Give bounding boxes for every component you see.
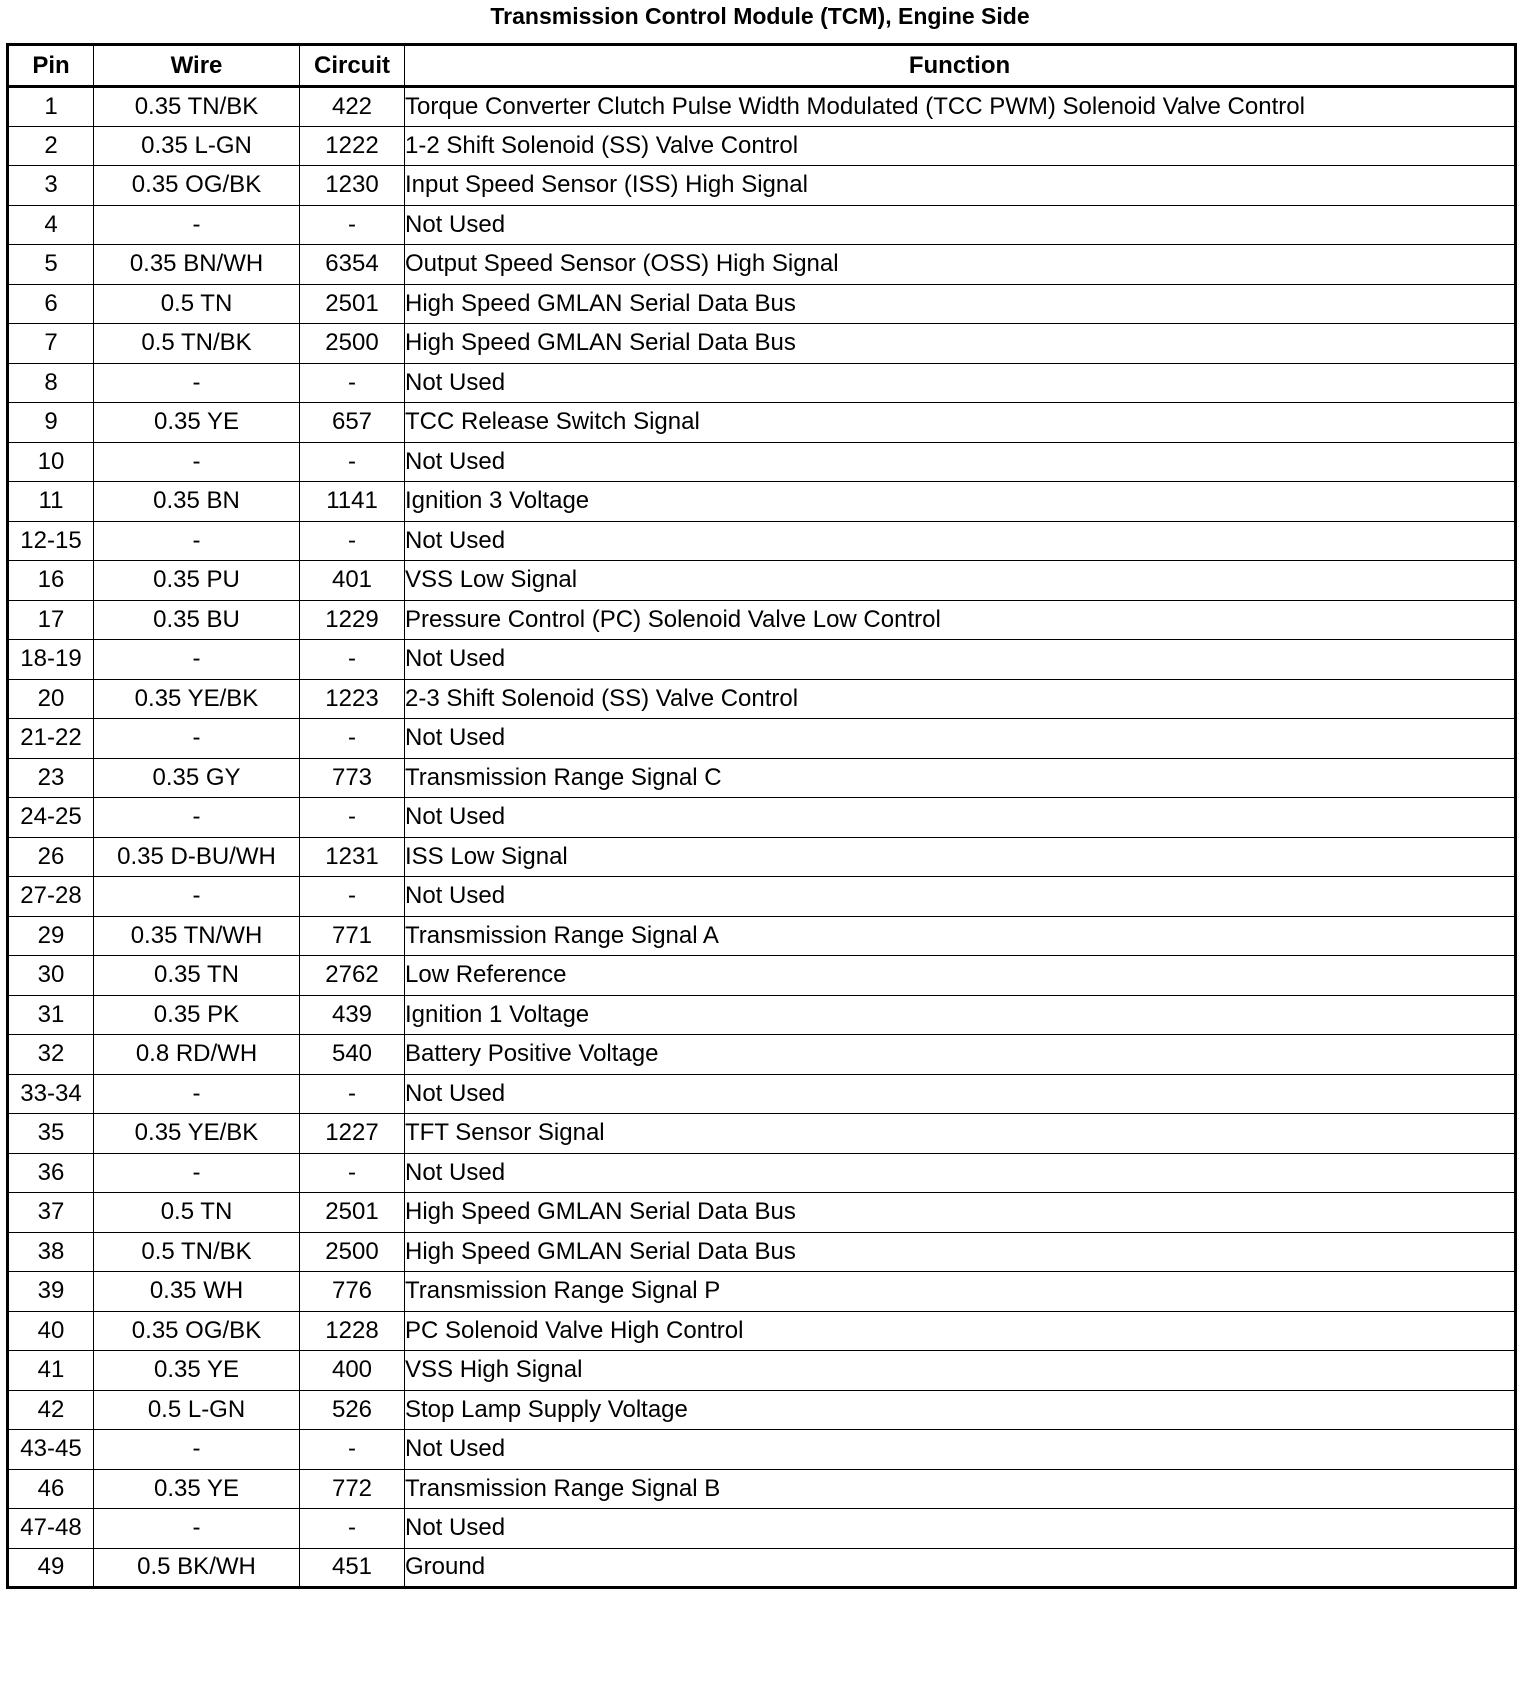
- cell-function: VSS High Signal: [405, 1351, 1516, 1391]
- cell-pin: 47-48: [8, 1509, 94, 1549]
- table-row: [8, 245, 1516, 285]
- cell-circuit: 1231: [300, 837, 405, 877]
- cell-wire: 0.5 TN/BK: [94, 1232, 300, 1272]
- table-row: [8, 87, 1516, 127]
- cell-wire: 0.35 TN/WH: [94, 916, 300, 956]
- cell-circuit: -: [300, 205, 405, 245]
- cell-function: Stop Lamp Supply Voltage: [405, 1390, 1516, 1430]
- cell-wire: 0.35 OG/BK: [94, 166, 300, 206]
- cell-circuit: 2762: [300, 956, 405, 996]
- cell-pin: 36: [8, 1153, 94, 1193]
- cell-pin: 1: [8, 87, 94, 127]
- table-row: [8, 126, 1516, 166]
- cell-circuit: 1141: [300, 482, 405, 522]
- cell-pin: 32: [8, 1035, 94, 1075]
- cell-function: Pressure Control (PC) Solenoid Valve Low Control: [405, 600, 1516, 640]
- cell-function: VSS Low Signal: [405, 561, 1516, 601]
- cell-wire: 0.5 L-GN: [94, 1390, 300, 1430]
- cell-function: Ignition 3 Voltage: [405, 482, 1516, 522]
- cell-wire: 0.5 TN: [94, 1193, 300, 1233]
- cell-circuit: 451: [300, 1548, 405, 1588]
- cell-wire: 0.35 YE: [94, 403, 300, 443]
- cell-wire: 0.35 PU: [94, 561, 300, 601]
- cell-function: Input Speed Sensor (ISS) High Signal: [405, 166, 1516, 206]
- cell-circuit: 1229: [300, 600, 405, 640]
- cell-function: Output Speed Sensor (OSS) High Signal: [405, 245, 1516, 285]
- cell-pin: 7: [8, 324, 94, 364]
- cell-circuit: 657: [300, 403, 405, 443]
- table-row: [8, 600, 1516, 640]
- cell-wire: 0.35 BN/WH: [94, 245, 300, 285]
- table-row: [8, 679, 1516, 719]
- cell-pin: 20: [8, 679, 94, 719]
- cell-circuit: 773: [300, 758, 405, 798]
- table-row: [8, 956, 1516, 996]
- cell-pin: 38: [8, 1232, 94, 1272]
- cell-function: High Speed GMLAN Serial Data Bus: [405, 1193, 1516, 1233]
- cell-circuit: 526: [300, 1390, 405, 1430]
- table-row: [8, 1469, 1516, 1509]
- cell-pin: 29: [8, 916, 94, 956]
- cell-circuit: 1227: [300, 1114, 405, 1154]
- cell-wire: 0.35 YE/BK: [94, 679, 300, 719]
- cell-function: Not Used: [405, 363, 1516, 403]
- cell-pin: 35: [8, 1114, 94, 1154]
- table-row: [8, 640, 1516, 680]
- pinout-table: [6, 43, 1517, 1589]
- cell-circuit: 1228: [300, 1311, 405, 1351]
- cell-circuit: 2501: [300, 284, 405, 324]
- header-circuit: Circuit: [300, 45, 405, 87]
- cell-wire: 0.35 WH: [94, 1272, 300, 1312]
- table-row: [8, 1074, 1516, 1114]
- cell-function: Transmission Range Signal A: [405, 916, 1516, 956]
- cell-pin: 46: [8, 1469, 94, 1509]
- cell-circuit: -: [300, 1074, 405, 1114]
- cell-circuit: 2500: [300, 324, 405, 364]
- cell-wire: -: [94, 1509, 300, 1549]
- cell-wire: 0.35 PK: [94, 995, 300, 1035]
- cell-pin: 6: [8, 284, 94, 324]
- cell-wire: -: [94, 1074, 300, 1114]
- cell-wire: -: [94, 442, 300, 482]
- cell-function: Transmission Range Signal C: [405, 758, 1516, 798]
- cell-wire: 0.35 BU: [94, 600, 300, 640]
- cell-wire: -: [94, 640, 300, 680]
- cell-circuit: 2501: [300, 1193, 405, 1233]
- cell-wire: 0.35 L-GN: [94, 126, 300, 166]
- cell-wire: -: [94, 205, 300, 245]
- cell-wire: 0.5 TN/BK: [94, 324, 300, 364]
- table-row: [8, 1272, 1516, 1312]
- cell-circuit: 422: [300, 87, 405, 127]
- cell-function: Not Used: [405, 205, 1516, 245]
- table-row: [8, 1548, 1516, 1588]
- table-row: [8, 482, 1516, 522]
- cell-pin: 31: [8, 995, 94, 1035]
- cell-circuit: 540: [300, 1035, 405, 1075]
- cell-pin: 37: [8, 1193, 94, 1233]
- table-row: [8, 758, 1516, 798]
- cell-pin: 40: [8, 1311, 94, 1351]
- table-row: [8, 798, 1516, 838]
- cell-pin: 12-15: [8, 521, 94, 561]
- table-body: [8, 87, 1516, 1588]
- table-row: [8, 1351, 1516, 1391]
- cell-circuit: 400: [300, 1351, 405, 1391]
- cell-function: TFT Sensor Signal: [405, 1114, 1516, 1154]
- cell-function: Not Used: [405, 719, 1516, 759]
- cell-function: PC Solenoid Valve High Control: [405, 1311, 1516, 1351]
- cell-wire: 0.35 OG/BK: [94, 1311, 300, 1351]
- table-row: [8, 837, 1516, 877]
- cell-pin: 41: [8, 1351, 94, 1391]
- table-row: [8, 521, 1516, 561]
- page-title: Transmission Control Module (TCM), Engine Side: [490, 3, 1030, 29]
- cell-function: Not Used: [405, 1153, 1516, 1193]
- cell-wire: 0.8 RD/WH: [94, 1035, 300, 1075]
- cell-function: High Speed GMLAN Serial Data Bus: [405, 324, 1516, 364]
- cell-function: Not Used: [405, 877, 1516, 917]
- table-row: [8, 1509, 1516, 1549]
- cell-circuit: -: [300, 1153, 405, 1193]
- cell-pin: 4: [8, 205, 94, 245]
- cell-function: Not Used: [405, 521, 1516, 561]
- cell-function: Not Used: [405, 640, 1516, 680]
- cell-pin: 26: [8, 837, 94, 877]
- cell-function: ISS Low Signal: [405, 837, 1516, 877]
- cell-wire: -: [94, 521, 300, 561]
- cell-circuit: 6354: [300, 245, 405, 285]
- cell-function: Not Used: [405, 1074, 1516, 1114]
- cell-pin: 16: [8, 561, 94, 601]
- cell-pin: 9: [8, 403, 94, 443]
- cell-circuit: -: [300, 640, 405, 680]
- cell-circuit: -: [300, 363, 405, 403]
- table-row: [8, 1035, 1516, 1075]
- table-row: [8, 166, 1516, 206]
- cell-pin: 3: [8, 166, 94, 206]
- table-row: [8, 561, 1516, 601]
- cell-function: 2-3 Shift Solenoid (SS) Valve Control: [405, 679, 1516, 719]
- cell-function: Torque Converter Clutch Pulse Width Modulated (TCC PWM) Solenoid Valve Control: [405, 87, 1516, 127]
- cell-function: Not Used: [405, 442, 1516, 482]
- table-row: [8, 324, 1516, 364]
- cell-pin: 5: [8, 245, 94, 285]
- cell-circuit: 1222: [300, 126, 405, 166]
- cell-pin: 33-34: [8, 1074, 94, 1114]
- cell-wire: -: [94, 363, 300, 403]
- cell-circuit: 776: [300, 1272, 405, 1312]
- cell-function: High Speed GMLAN Serial Data Bus: [405, 1232, 1516, 1272]
- table-row: [8, 1232, 1516, 1272]
- table-row: [8, 995, 1516, 1035]
- cell-wire: 0.35 YE/BK: [94, 1114, 300, 1154]
- cell-pin: 49: [8, 1548, 94, 1588]
- cell-pin: 30: [8, 956, 94, 996]
- table-row: [8, 916, 1516, 956]
- cell-wire: -: [94, 877, 300, 917]
- cell-wire: -: [94, 719, 300, 759]
- cell-pin: 18-19: [8, 640, 94, 680]
- cell-circuit: -: [300, 1430, 405, 1470]
- cell-function: Transmission Range Signal B: [405, 1469, 1516, 1509]
- table-row: [8, 877, 1516, 917]
- cell-pin: 17: [8, 600, 94, 640]
- cell-wire: -: [94, 1153, 300, 1193]
- cell-function: Not Used: [405, 798, 1516, 838]
- table-row: [8, 205, 1516, 245]
- table-row: [8, 719, 1516, 759]
- header-pin: Pin: [8, 45, 94, 87]
- cell-pin: 43-45: [8, 1430, 94, 1470]
- cell-wire: 0.35 D-BU/WH: [94, 837, 300, 877]
- cell-pin: 21-22: [8, 719, 94, 759]
- table-row: [8, 284, 1516, 324]
- table-row: [8, 1430, 1516, 1470]
- cell-pin: 27-28: [8, 877, 94, 917]
- cell-wire: 0.35 BN: [94, 482, 300, 522]
- cell-pin: 24-25: [8, 798, 94, 838]
- cell-function: Ignition 1 Voltage: [405, 995, 1516, 1035]
- cell-circuit: 401: [300, 561, 405, 601]
- cell-pin: 10: [8, 442, 94, 482]
- cell-wire: -: [94, 798, 300, 838]
- cell-wire: 0.35 TN: [94, 956, 300, 996]
- cell-function: Low Reference: [405, 956, 1516, 996]
- cell-wire: 0.5 TN: [94, 284, 300, 324]
- cell-circuit: -: [300, 442, 405, 482]
- table-row: [8, 1390, 1516, 1430]
- cell-circuit: -: [300, 719, 405, 759]
- cell-wire: 0.5 BK/WH: [94, 1548, 300, 1588]
- table-header-row: [8, 45, 1516, 87]
- cell-circuit: 771: [300, 916, 405, 956]
- header-wire: Wire: [94, 45, 300, 87]
- table-row: [8, 442, 1516, 482]
- cell-pin: 23: [8, 758, 94, 798]
- cell-function: 1-2 Shift Solenoid (SS) Valve Control: [405, 126, 1516, 166]
- cell-circuit: -: [300, 877, 405, 917]
- cell-function: Not Used: [405, 1430, 1516, 1470]
- header-function: Function: [405, 45, 1516, 87]
- cell-wire: 0.35 GY: [94, 758, 300, 798]
- cell-pin: 39: [8, 1272, 94, 1312]
- cell-pin: 11: [8, 482, 94, 522]
- cell-wire: 0.35 YE: [94, 1351, 300, 1391]
- cell-wire: 0.35 TN/BK: [94, 87, 300, 127]
- table-row: [8, 1153, 1516, 1193]
- table-row: [8, 1114, 1516, 1154]
- cell-function: High Speed GMLAN Serial Data Bus: [405, 284, 1516, 324]
- cell-function: Transmission Range Signal P: [405, 1272, 1516, 1312]
- cell-circuit: 1230: [300, 166, 405, 206]
- cell-circuit: -: [300, 798, 405, 838]
- cell-function: TCC Release Switch Signal: [405, 403, 1516, 443]
- cell-function: Ground: [405, 1548, 1516, 1588]
- table-row: [8, 1193, 1516, 1233]
- cell-wire: -: [94, 1430, 300, 1470]
- cell-circuit: 1223: [300, 679, 405, 719]
- cell-pin: 8: [8, 363, 94, 403]
- cell-pin: 42: [8, 1390, 94, 1430]
- table-row: [8, 1311, 1516, 1351]
- cell-circuit: 2500: [300, 1232, 405, 1272]
- cell-circuit: -: [300, 1509, 405, 1549]
- cell-function: Battery Positive Voltage: [405, 1035, 1516, 1075]
- cell-circuit: -: [300, 521, 405, 561]
- cell-circuit: 772: [300, 1469, 405, 1509]
- cell-function: Not Used: [405, 1509, 1516, 1549]
- cell-pin: 2: [8, 126, 94, 166]
- cell-circuit: 439: [300, 995, 405, 1035]
- cell-wire: 0.35 YE: [94, 1469, 300, 1509]
- table-row: [8, 363, 1516, 403]
- table-row: [8, 403, 1516, 443]
